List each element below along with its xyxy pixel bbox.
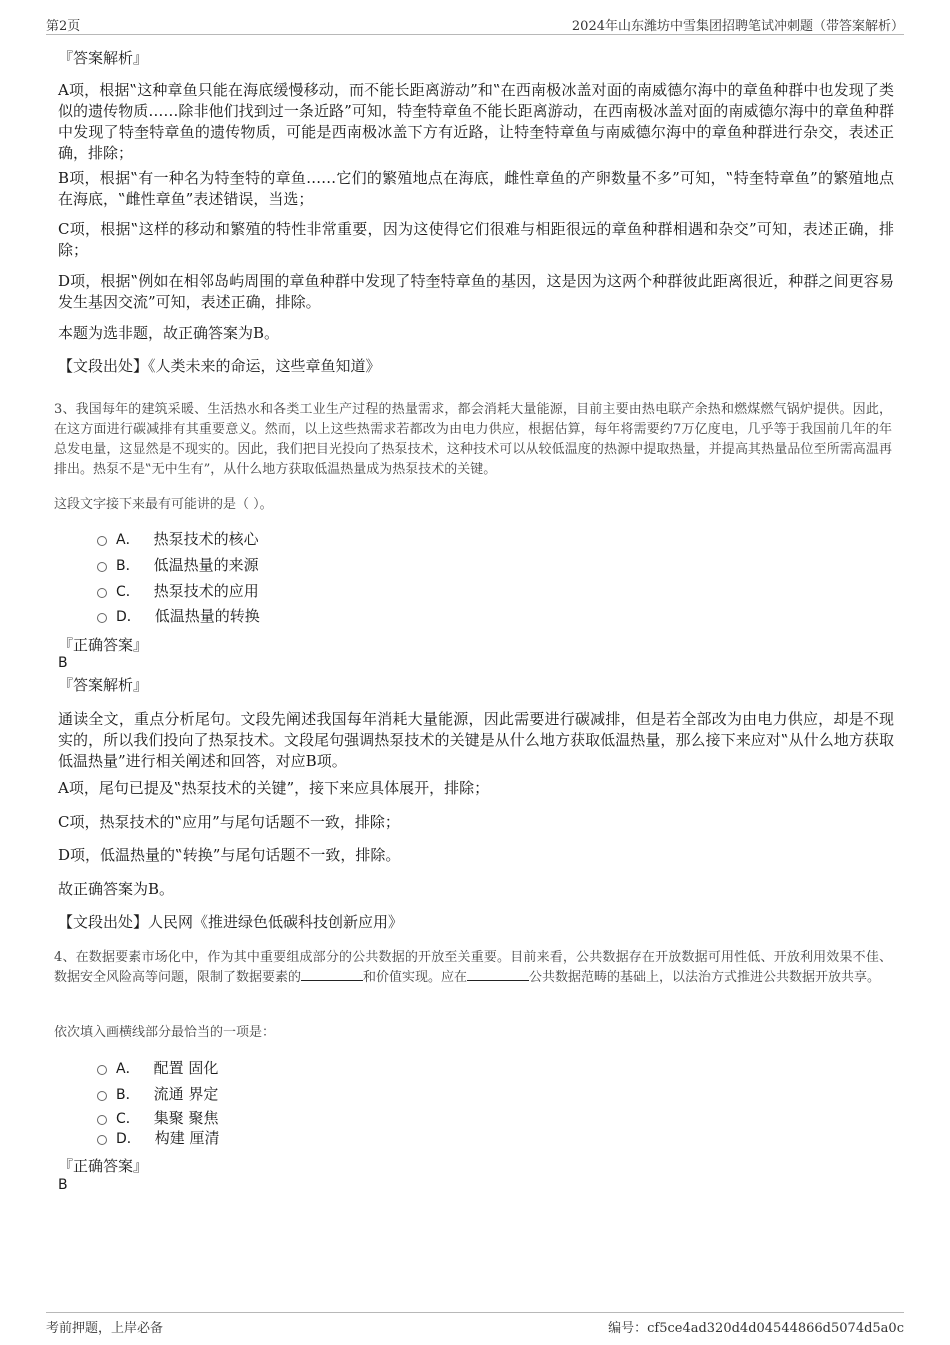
page-number: 第2页 bbox=[46, 19, 81, 34]
analysis-paragraph: A项，根据‟这种章鱼只能在海底缓慢移动，而不能长距离游动”和‟在西南极冰盖对面的南威德尔海中的章鱼种群中也发现了类似的遗传物质……除非他们找到过一条近路”可知，特奎特章鱼不能长距离游动，在西南极冰盖对面的南威德尔海中的章鱼种群中发现了特奎特章鱼的遗传物质，可能是西南极冰盖下方有近路，让特奎特章鱼与南威德尔海中的章鱼种群进行杂交，表述正确，排除； bbox=[58, 81, 894, 162]
analysis-paragraph: B项，根据‟有一种名为特奎特的章鱼……它们的繁殖地点在海底，雌性章鱼的产卵数量不多”可知，‟特奎特章鱼”的繁殖地点在海底，‟雌性章鱼”表述错误，当选； bbox=[58, 169, 894, 208]
document-id: 编号：cf5ce4ad320d4d04544866d5074d5a0c bbox=[608, 1321, 904, 1336]
question-text: 4、在数据要素市场化中，作为其中重要组成部分的公共数据的开放至关重要。目前来看，公共数据存在开放数据可用性低、开放利用效果不佳、数据安全风险高等问题，限制了数据要素的 和价值实现。应在 公共数据范畴的基础上，以法治方式推进公共数据开放共享。 bbox=[54, 950, 892, 985]
analysis-paragraph: A项，尾句已提及‟热泵技术的关键”，接下来应具体展开，排除； bbox=[58, 779, 490, 797]
analysis-conclusion: 本题为选非题，故正确答案为B。 bbox=[58, 324, 280, 342]
option-b[interactable]: B． 流通 界定 bbox=[97, 1083, 218, 1105]
footer-slogan: 考前押题，上岸必备 bbox=[46, 1321, 164, 1336]
analysis-conclusion: 故正确答案为B。 bbox=[58, 880, 175, 898]
analysis-heading: 『答案解析』 bbox=[58, 676, 149, 694]
radio-icon[interactable] bbox=[97, 1135, 107, 1145]
document-title: 2024年山东潍坊中雪集团招聘笔试冲刺题（带答案解析） bbox=[571, 19, 904, 34]
page-footer bbox=[46, 1312, 904, 1337]
analysis-heading: 『答案解析』 bbox=[58, 49, 149, 67]
fill-blank bbox=[467, 968, 529, 981]
option-b[interactable]: B． 低温热量的来源 bbox=[97, 554, 259, 576]
radio-icon[interactable] bbox=[97, 1115, 107, 1125]
option-c[interactable]: C． 集聚 聚焦 bbox=[97, 1107, 219, 1129]
option-d[interactable]: D． 构建 厘清 bbox=[97, 1127, 220, 1149]
question-prompt: 这段文字接下来最有可能讲的是（ ）。 bbox=[54, 497, 273, 512]
analysis-paragraph: D项，根据‟例如在相邻岛屿周围的章鱼种群中发现了特奎特章鱼的基因，这是因为这两个种群彼此距离很近，种群之间更容易发生基因交流”可知，表述正确，排除。 bbox=[58, 272, 894, 311]
option-d[interactable]: D． 低温热量的转换 bbox=[97, 605, 260, 627]
correct-answer-heading: 『正确答案』 bbox=[58, 1157, 149, 1175]
correct-answer-heading: 『正确答案』 bbox=[58, 636, 149, 654]
radio-icon[interactable] bbox=[97, 1065, 107, 1075]
option-c[interactable]: C． 热泵技术的应用 bbox=[97, 580, 259, 602]
radio-icon[interactable] bbox=[97, 588, 107, 598]
analysis-paragraph: C项，热泵技术的‟应用”与尾句话题不一致，排除； bbox=[58, 813, 400, 831]
correct-answer: B bbox=[58, 655, 68, 671]
analysis-paragraph: 通读全文，重点分析尾句。文段先阐述我国每年消耗大量能源，因此需要进行碳减排，但是若全部改为由电力供应，却是不现实的，所以我们投向了热泵技术。文段尾句强调热泵技术的关键是从什么地方获取低温热量，那么接下来应对‟从什么地方获取低温热量”进行相关阐述和回答，对应B项。 bbox=[58, 710, 894, 770]
radio-icon[interactable] bbox=[97, 536, 107, 546]
radio-icon[interactable] bbox=[97, 613, 107, 623]
question-prompt: 依次填入画横线部分最恰当的一项是： bbox=[54, 1025, 276, 1040]
question-text: 3、我国每年的建筑采暖、生活热水和各类工业生产过程的热量需求，都会消耗大量能源，目前主要由热电联产余热和燃煤燃气锅炉提供。因此，在这方面进行碳减排有其重要意义。然而，以上这些热需求若都改为由电力供应，根据估算，每年将需要约7万亿度电，几乎等于我国前几年的年总发电量，这显然是不现实的。因此，我们把目光投向了热泵技术，这种技术可以从较低温度的热源中提取热量，并提高其热量品位至所需高温再排出。热泵不是‟无中生有”，从什么地方获取低温热量成为热泵技术的关键。 bbox=[54, 402, 892, 477]
option-a[interactable]: A． 热泵技术的核心 bbox=[97, 528, 259, 550]
radio-icon[interactable] bbox=[97, 1091, 107, 1101]
analysis-paragraph: C项，根据‟这样的移动和繁殖的特性非常重要，因为这使得它们很难与相距很远的章鱼种群相遇和杂交”可知，表述正确，排除； bbox=[58, 220, 894, 259]
fill-blank bbox=[301, 968, 363, 981]
radio-icon[interactable] bbox=[97, 562, 107, 572]
analysis-paragraph: D项，低温热量的‟转换”与尾句话题不一致，排除。 bbox=[58, 846, 401, 864]
source-citation: 【文段出处】人民网《推进绿色低碳科技创新应用》 bbox=[58, 913, 404, 931]
option-a[interactable]: A． 配置 固化 bbox=[97, 1057, 218, 1079]
correct-answer: B bbox=[58, 1177, 68, 1193]
source-citation: 【文段出处】《人类未来的命运，这些章鱼知道》 bbox=[58, 357, 381, 375]
page-header bbox=[46, 14, 904, 35]
